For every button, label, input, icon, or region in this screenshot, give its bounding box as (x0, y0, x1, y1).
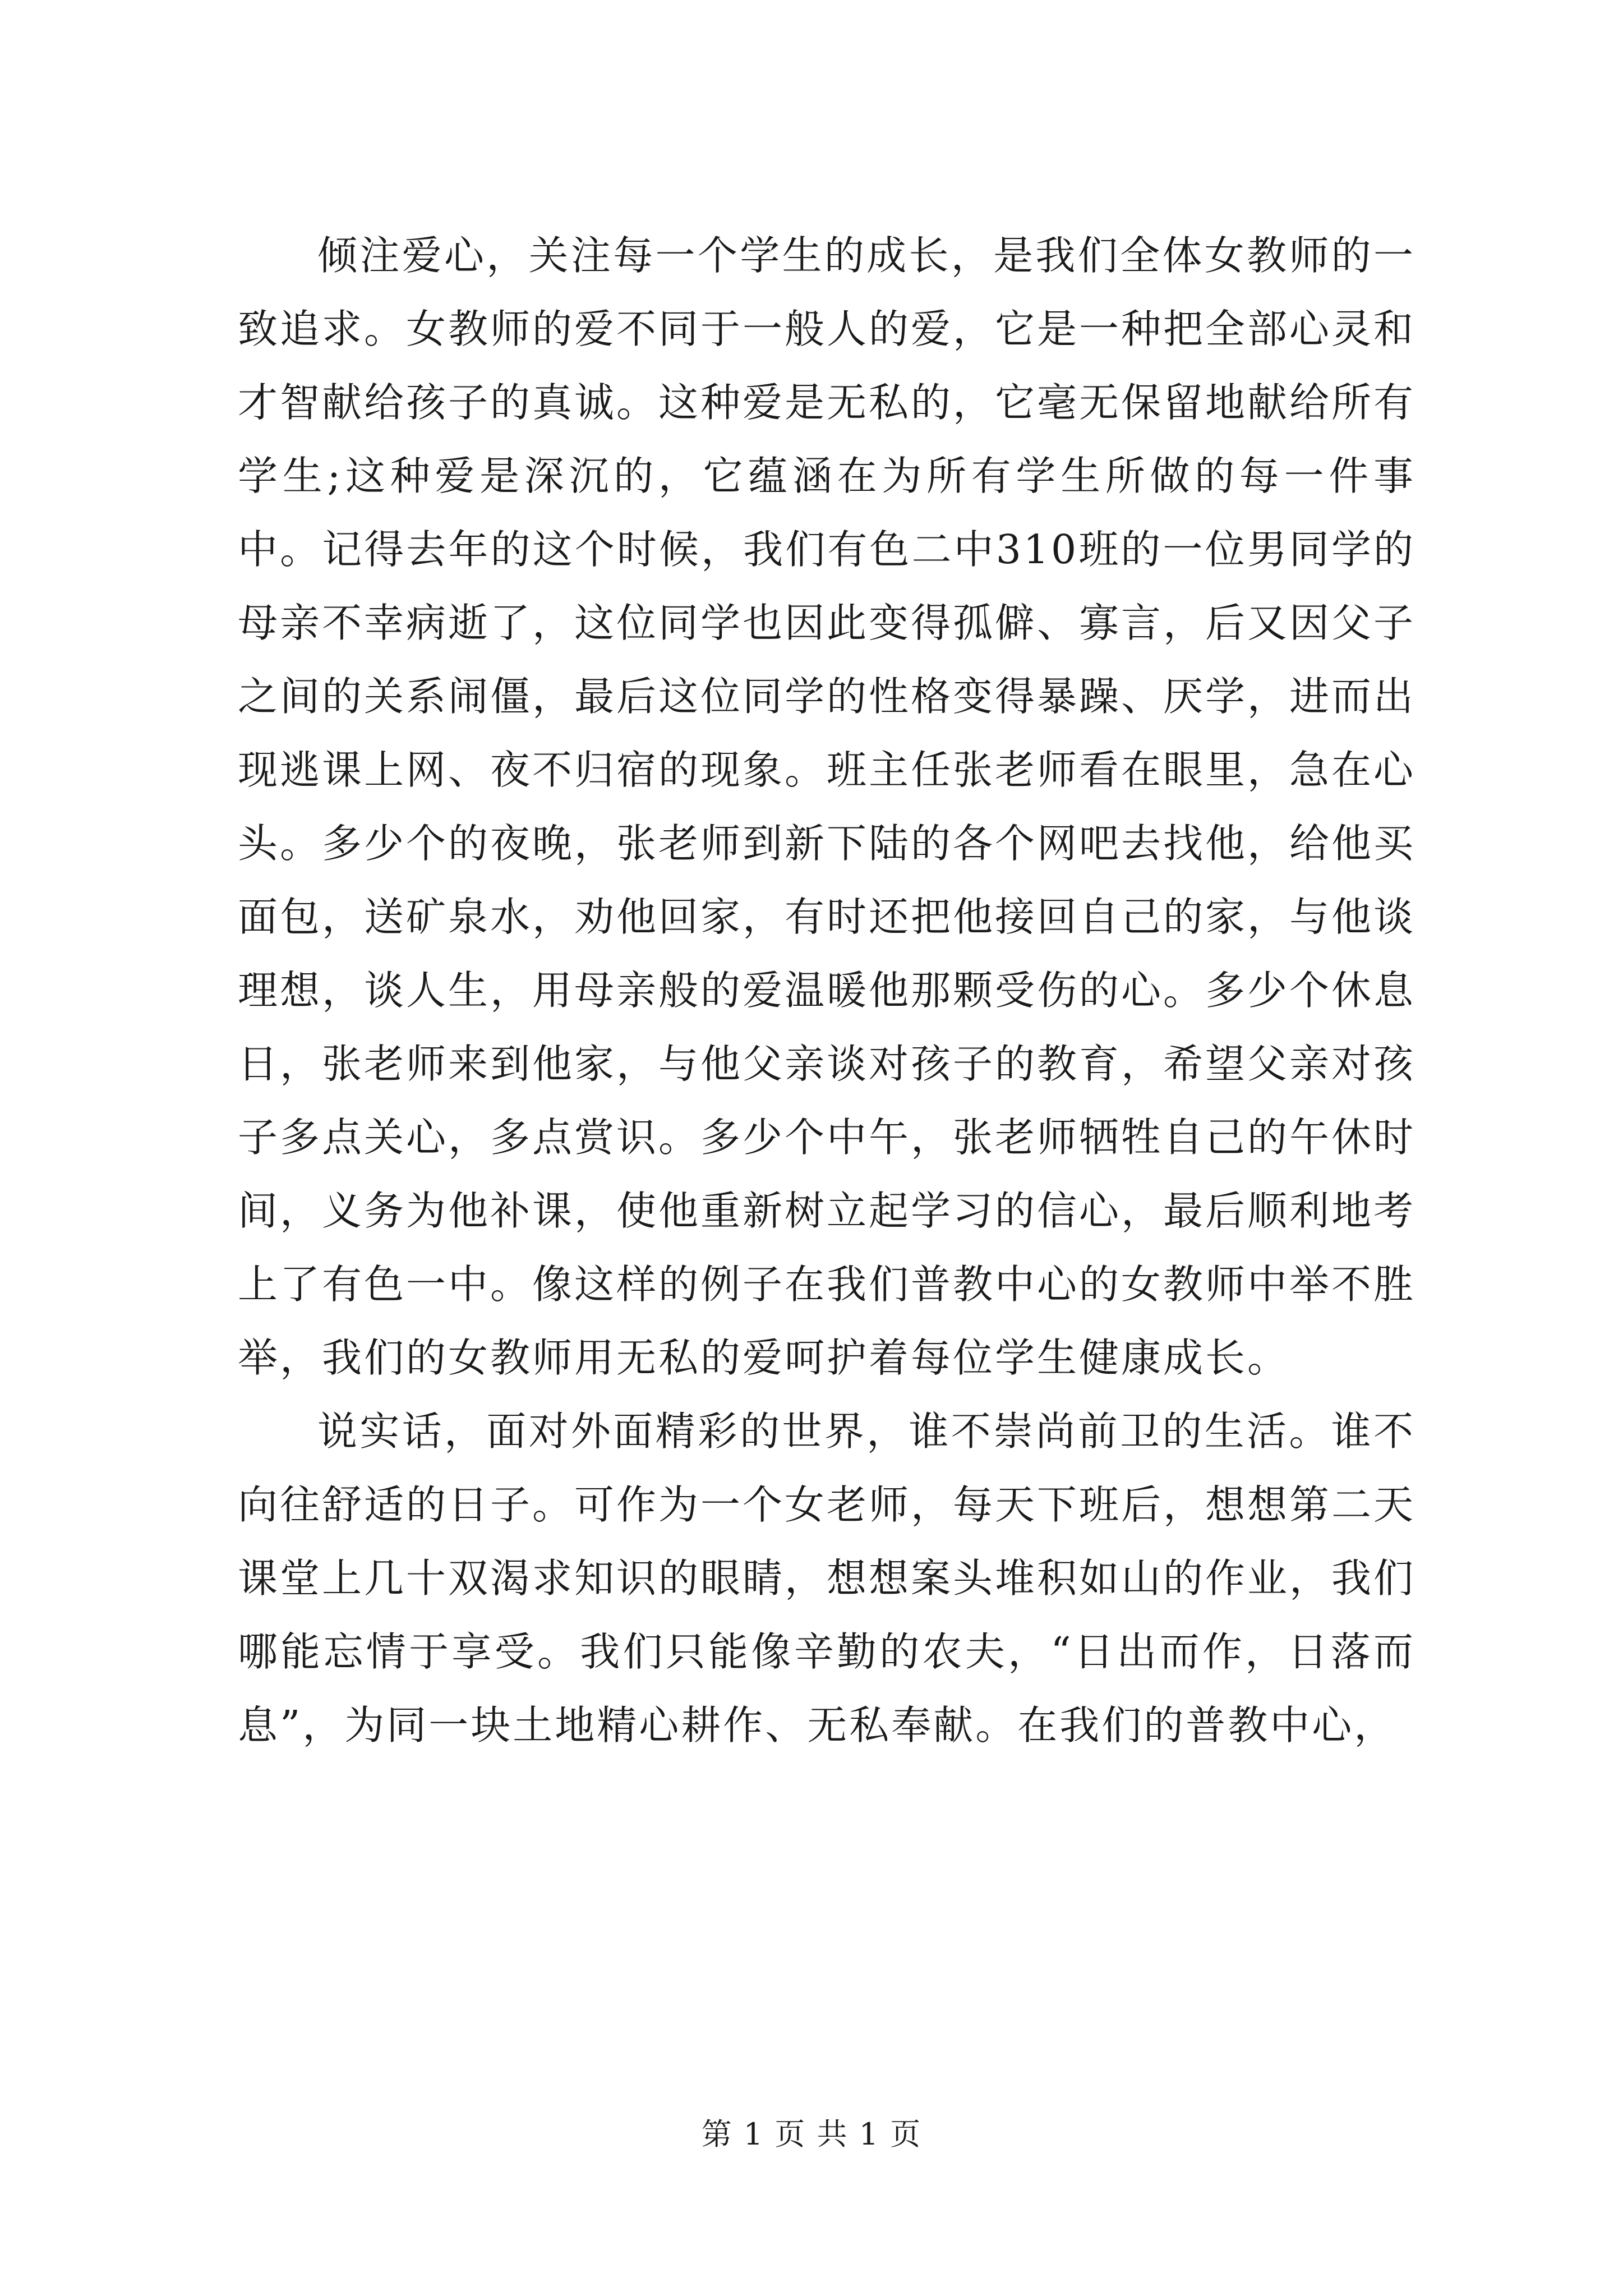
paragraph-2: 说实话，面对外面精彩的世界，谁不崇尚前卫的生活。谁不向往舒适的日子。可作为一个女老师，每天下班后，想想第二天课堂上几十双渴求知识的眼睛，想想案头堆积如山的作业，我们哪能忘情于享受。我们只能像辛勤的农夫，“日出而作，日落而息”，为同一块土地精心耕作、无私奉献。在我们的普教中心， (238, 1408, 1416, 1749)
document-body (238, 219, 1415, 1762)
page-footer: 第 1 页 共 1 页 (701, 2116, 922, 2152)
paragraph-1: 倾注爱心，关注每一个学生的成长，是我们全体女教师的一致追求。女教师的爱不同于一般人的爱，它是一种把全部心灵和才智献给孩子的真诚。这种爱是无私的，它毫无保留地献给所有学生;这种爱是深沉的，它蕴涵在为所有学生所做的每一件事中。记得去年的这个时候，我们有色二中310班的一位男同学的母亲不幸病逝了，这位同学也因此变得孤僻、寡言，后又因父子之间的关系闹僵，最后这位同学的性格变得暴躁、厌学，进而出现逃课上网、夜不归宿的现象。班主任张老师看在眼里，急在心头。多少个的夜晚，张老师到新下陆的各个网吧去找他，给他买面包，送矿泉水，劝他回家，有时还把他接回自己的家，与他谈理想，谈人生，用母亲般的爱温暖他那颗受伤的心。多少个休息日，张老师来到他家，与他父亲谈对孩子的教育，希望父亲对孩子多点关心，多点赏识。多少个中午，张老师牺牲自己的午休时间，义务为他补课，使他重新树立起学习的信心，最后顺利地考上了有色一中。像这样的例子在我们普教中心的女教师中举不胜举，我们的女教师用无私的爱呵护着每位学生健康成长。 (238, 232, 1416, 1381)
